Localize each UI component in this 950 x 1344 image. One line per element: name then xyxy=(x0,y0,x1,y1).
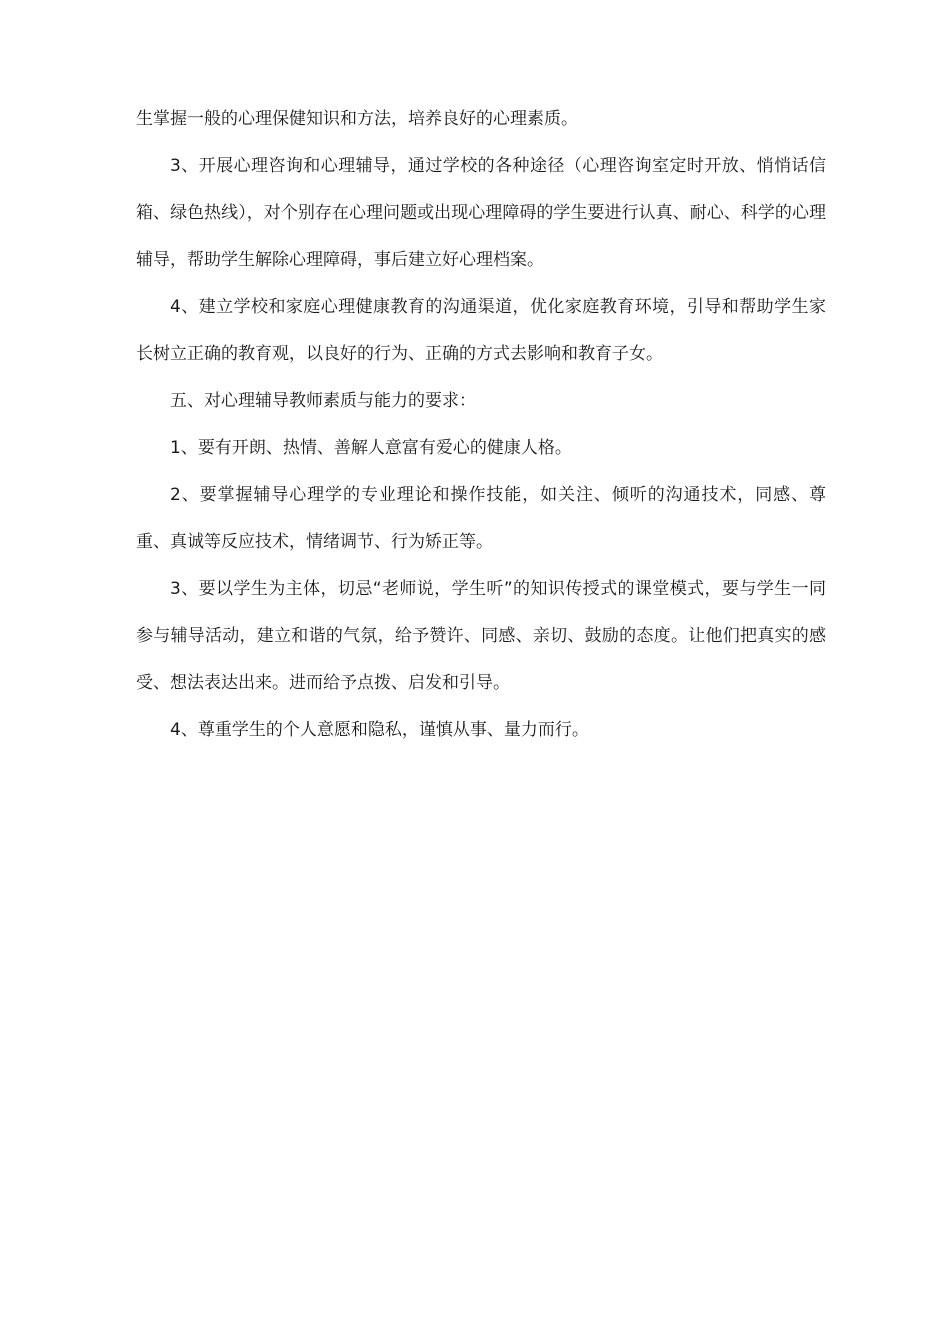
section-heading-five: 五、对心理辅导教师素质与能力的要求： xyxy=(170,391,476,411)
paragraph-requirement-4: 4、尊重学生的个人意愿和隐私，谨慎从事、量力而行。 xyxy=(170,720,589,740)
paragraph-requirement-3: 3、要以学生为主体，切忌“老师说，学生听”的知识传授式的课堂模式，要与学生一同参与辅导活动，建立和谐的气氛，给予赞许、同感、亲切、鼓励的态度。让他们把真实的感受、想法表达出来。进而给予点拨、启发和引导。 xyxy=(136,579,826,693)
paragraph-continuation: 生掌握一般的心理保健知识和方法，培养良好的心理素质。 xyxy=(136,109,578,129)
paragraph-item-4-family: 4、建立学校和家庭心理健康教育的沟通渠道，优化家庭教育环境，引导和帮助学生家长树立正确的教育观，以良好的行为、正确的方式去影响和教育子女。 xyxy=(136,297,826,364)
paragraph-requirement-2: 2、要掌握辅导心理学的专业理论和操作技能，如关注、倾听的沟通技术，同感、尊重、真诚等反应技术，情绪调节、行为矫正等。 xyxy=(136,485,826,552)
paragraph-item-3-counseling: 3、开展心理咨询和心理辅导，通过学校的各种途径（心理咨询室定时开放、悄悄话信箱、绿色热线），对个别存在心理问题或出现心理障碍的学生要进行认真、耐心、科学的心理辅导，帮助学生解除心理障碍，事后建立好心理档案。 xyxy=(136,156,826,270)
document-body xyxy=(136,96,826,754)
paragraph-requirement-1: 1、要有开朗、热情、善解人意富有爱心的健康人格。 xyxy=(170,438,572,458)
